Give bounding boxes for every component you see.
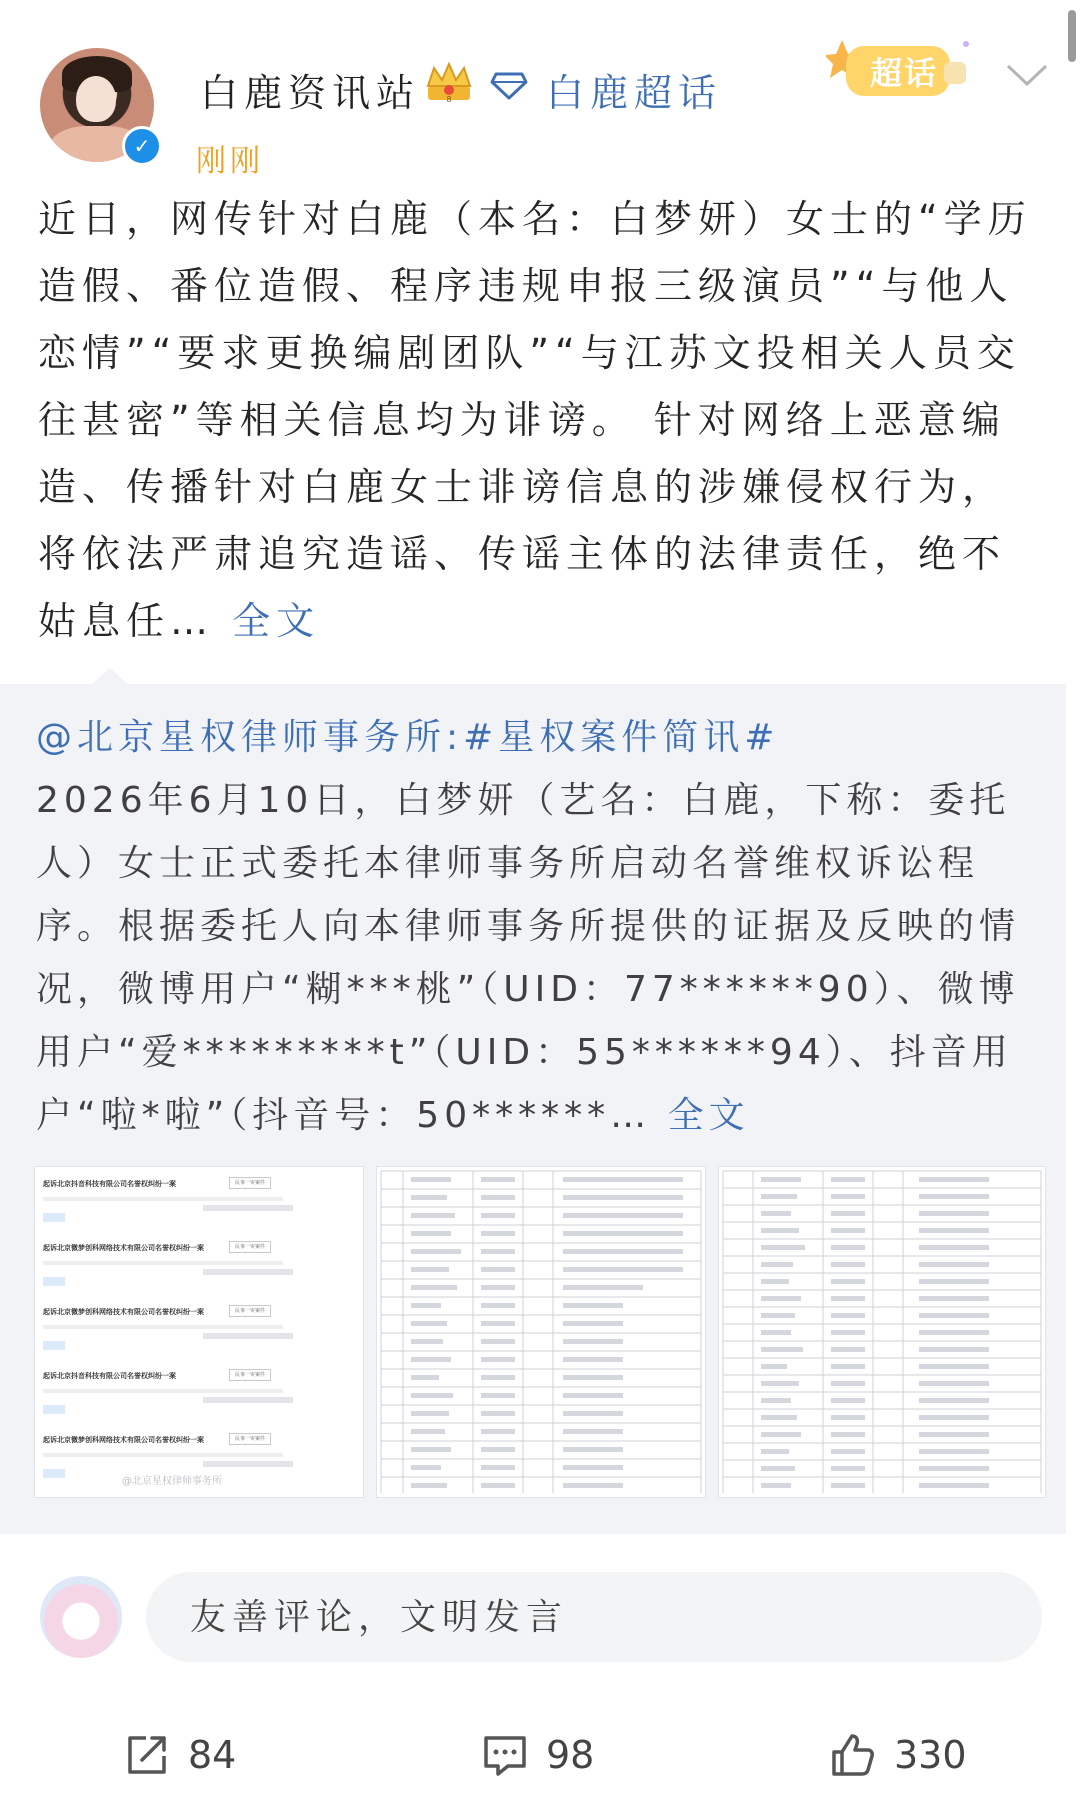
image-thumbnail-2[interactable] (376, 1166, 706, 1498)
post-body (38, 186, 1038, 655)
case-item (43, 1307, 343, 1365)
supertopic-badge-label: 超话 (870, 54, 939, 92)
comment-input[interactable] (146, 1572, 1042, 1662)
case-title: 起诉北京抖音科技有限公司名誉权纠纷一案 (43, 1372, 176, 1380)
case-item (43, 1243, 343, 1301)
repost-count: 84 (188, 1733, 237, 1777)
chevron-down-icon[interactable] (1004, 60, 1050, 90)
case-tag: 民事一审案件 (229, 1369, 271, 1381)
username[interactable]: 白鹿资讯站 (200, 71, 421, 115)
case-title: 起诉北京抖音科技有限公司名誉权纠纷一案 (43, 1180, 176, 1188)
crown-icon (424, 62, 474, 104)
case-button (43, 1405, 65, 1414)
repost-topic-link[interactable]: :#星权案件简讯# (446, 717, 780, 758)
case-tag: 民事一审案件 (229, 1433, 271, 1445)
case-tag: 民事一审案件 (229, 1305, 271, 1317)
expand-repost-link[interactable]: 全文 (667, 1095, 750, 1136)
repost-body (36, 706, 1046, 1147)
case-button (43, 1277, 65, 1286)
repost-author-link[interactable]: @北京星权律师事务所 (36, 717, 447, 758)
case-item (43, 1179, 343, 1237)
case-table-image (377, 1167, 705, 1497)
post-text: 近日，网传针对白鹿（本名：白梦妍）女士的“学历造假、番位造假、程序违规申报三级演员”“与他人恋情”“要求更换编剧团队”“与江苏文投相关人员交往甚密”等相关信息均为诽谤。 针对网络上恶意编造、传播针对白鹿女士诽谤信息的涉嫌侵权行为，将依法严肃追究造谣、传谣主体的法律责任，绝不姑息任… (38, 197, 1032, 643)
like-count: 330 (894, 1733, 967, 1777)
repost-text: 2026年6月10日，白梦妍（艺名：白鹿，下称：委托人）女士正式委托本律师事务所启动名誉维权诉讼程序。根据委托人向本律师事务所提供的证据及反映的情况，微博用户“糊***桃”（UID：77******90）、微博用户“爱*********t”（UID：55******94）、抖音用户“啦*啦”（抖音号：50******… (36, 780, 1021, 1136)
supertopic-badge[interactable] (826, 36, 976, 100)
case-button (43, 1469, 65, 1478)
supertopic-link[interactable]: 白鹿超话 (546, 71, 723, 115)
case-title: 起诉北京微梦创科网络技术有限公司名誉权纠纷一案 (43, 1436, 204, 1444)
case-button (43, 1213, 65, 1222)
case-line (43, 1197, 283, 1201)
case-line (43, 1261, 283, 1265)
expand-post-link[interactable]: 全文 (232, 599, 321, 643)
image-thumbnail-3[interactable] (718, 1166, 1046, 1498)
case-tag: 民事一审案件 (229, 1241, 271, 1253)
case-item (43, 1371, 343, 1429)
case-date-bar (203, 1397, 293, 1403)
image-thumbnail-1[interactable] (34, 1166, 364, 1498)
scrollbar[interactable] (1066, 0, 1080, 1813)
case-button (43, 1341, 65, 1350)
comment-count: 98 (546, 1733, 595, 1777)
case-title: 起诉北京微梦创科网络技术有限公司名誉权纠纷一案 (43, 1308, 204, 1316)
svg-text:8: 8 (446, 95, 452, 104)
like-icon (830, 1732, 876, 1778)
like-button[interactable] (830, 1720, 967, 1790)
case-table-image (719, 1167, 1045, 1497)
comment-icon (482, 1732, 528, 1778)
case-date-bar (203, 1205, 293, 1211)
case-line (43, 1453, 283, 1457)
case-line (43, 1389, 283, 1393)
case-title: 起诉北京微梦创科网络技术有限公司名誉权纠纷一案 (43, 1244, 204, 1252)
verified-icon: ✓ (122, 126, 162, 166)
repost-button[interactable] (124, 1720, 236, 1790)
comment-button[interactable] (482, 1720, 594, 1790)
scrollbar-thumb[interactable] (1068, 10, 1076, 62)
case-date-bar (203, 1461, 293, 1467)
current-user-avatar[interactable] (40, 1576, 122, 1658)
case-date-bar (203, 1333, 293, 1339)
case-line (43, 1325, 283, 1329)
post-timestamp: 刚刚 (196, 144, 264, 179)
avatar-face (76, 76, 116, 122)
image-watermark: @北京星权律师事务所 (122, 1476, 222, 1487)
diamond-icon (490, 70, 528, 100)
case-date-bar (203, 1269, 293, 1275)
case-tag: 民事一审案件 (229, 1177, 271, 1189)
repost-icon (124, 1732, 170, 1778)
repost-notch (92, 668, 128, 684)
